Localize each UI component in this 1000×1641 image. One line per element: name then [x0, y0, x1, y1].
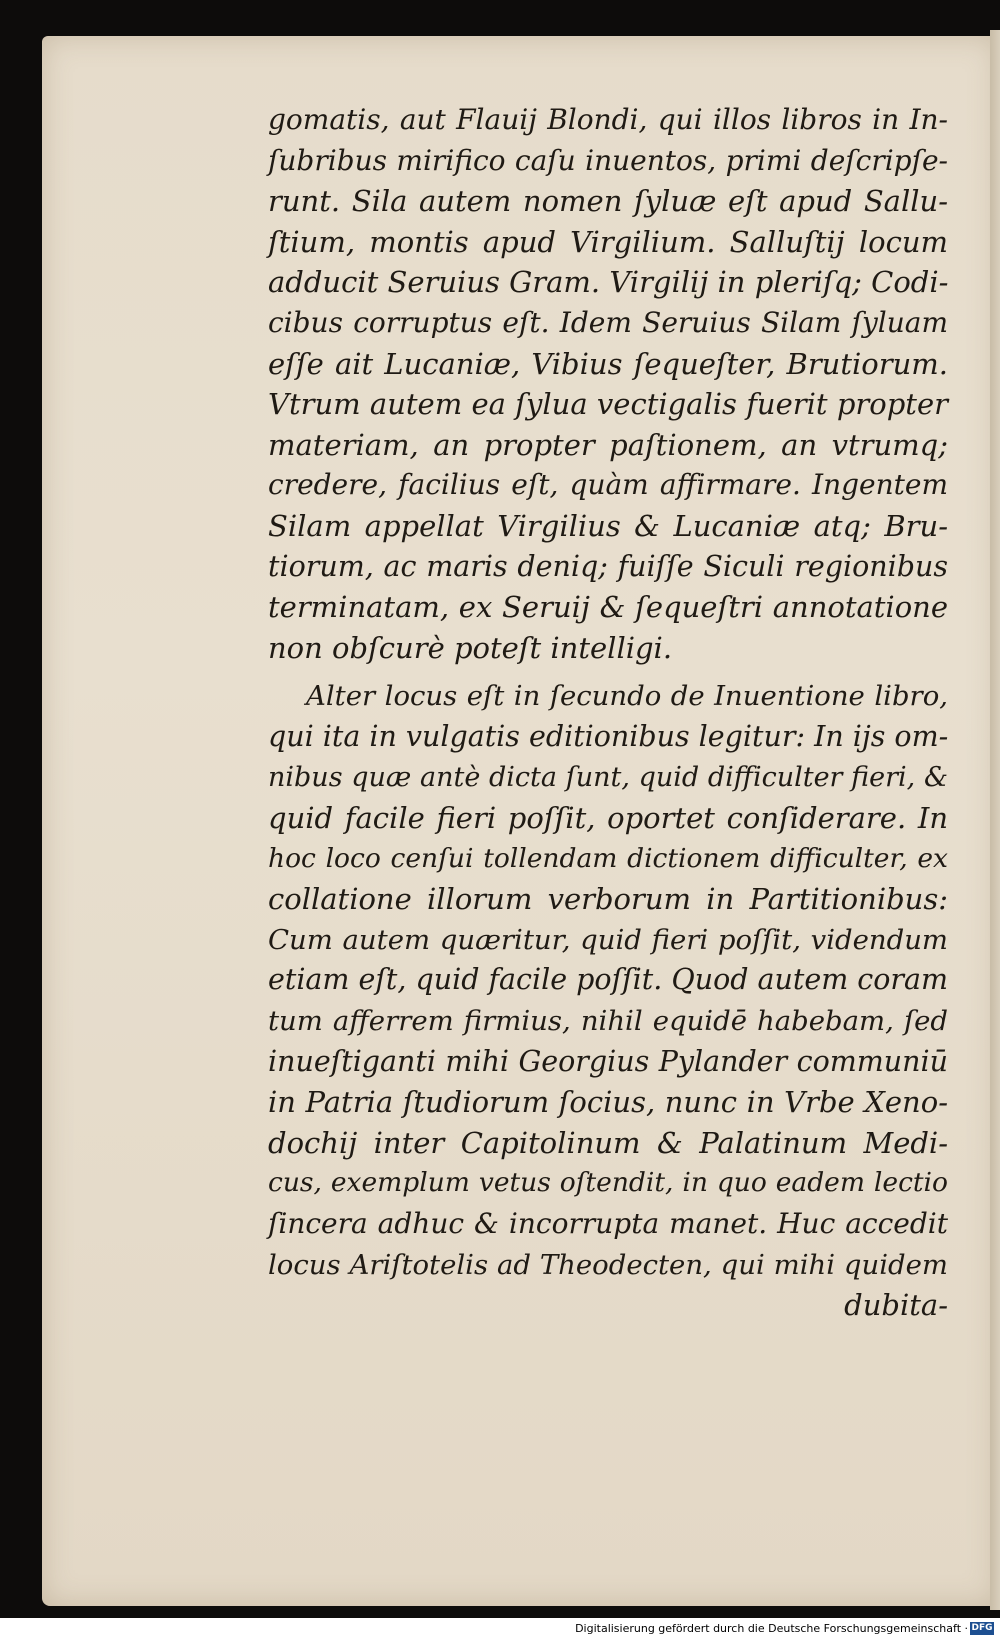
paragraph-gap [268, 668, 948, 676]
text-line: non obſcurè poteſt intelligi. [268, 630, 673, 665]
text-line: hoc loco cenſui tollendam dictionem difficulter, ex [268, 842, 948, 874]
text-line: tiorum, ac maris deniq; fuiſſe Siculi regionibus [268, 549, 948, 583]
text-line: quid facile fieri poſſit, oportet conſiderare. In [268, 801, 948, 836]
text-line: nibus quæ antè dicta ſunt, quid difficulter fieri, & [268, 761, 948, 793]
text-line: terminatam, ex Seruij & ſequeſtri annotatione [268, 590, 948, 625]
text-line: adducit Seruius Gram. Virgilij in pleriſq; Codi- [268, 265, 949, 300]
text-line: Silam appellat Virgilius & Lucaniæ atq; Bru- [268, 508, 948, 543]
text-line: Vtrum autem ea ſylua vectigalis fuerit propter [268, 387, 948, 422]
text-line: dochij inter Capitolinum & Palatinum Medi- [268, 1125, 948, 1160]
text-line: cibus corruptus eſt. Idem Seruius Silam ſyluam [268, 305, 948, 339]
text-line: inueſtiganti mihi Georgius Pylander communiū [268, 1044, 948, 1078]
text-line: materiam, an propter paſtionem, an vtrumq; [268, 427, 948, 462]
text-line: eſſe ait Lucaniæ, Vibius ſequeſter, Brutiorum. [268, 346, 948, 381]
text-line: ſincera adhuc & incorrupta manet. Huc accedit [268, 1207, 948, 1241]
paragraph-first-line: Alter locus eſt in ſecundo de Inuentione libro, [306, 680, 948, 713]
text-line: collatione illorum verborum in Partitionibus: [268, 882, 948, 917]
footer-bar [0, 1618, 1000, 1641]
text-line: in Patria ſtudiorum ſocius, nunc in Vrbe Xeno- [268, 1085, 948, 1120]
text-line: tum afferrem firmius, nihil equidē habebam, ſed [268, 1005, 948, 1038]
text-line: runt. Sila autem nomen ſyluæ eſt apud Sallu- [268, 184, 948, 219]
text-line: gomatis, aut Flauij Blondi, qui illos libros in In- [268, 103, 948, 136]
text-line: qui ita in vulgatis editionibus legitur: In ijs om- [268, 719, 949, 753]
dfg-logo-icon: DFG [971, 1623, 993, 1633]
text-line: cus, exemplum vetus oſtendit, in quo eadem lectio [268, 1167, 948, 1199]
text-line: etiam eſt, quid facile poſſit. Quod autem coram [268, 963, 949, 997]
text-line: locus Ariſtotelis ad Theodecten, qui mihi quidem [268, 1248, 948, 1281]
text-line: credere, facilius eſt, quàm affirmare. Ingentem [268, 468, 948, 502]
text-line: ſtium, montis apud Virgilium. Salluſtij locum [268, 224, 948, 259]
text-line: ſubribus mirifico caſu inuentos, primi deſcripſe- [268, 143, 948, 177]
page-edge [990, 30, 1000, 1610]
footer-credit: Digitalisierung gefördert durch die Deutsche Forschungsgemeinschaft · [575, 1622, 968, 1635]
page-text [268, 100, 948, 1326]
text-line: Cum autem quæritur, quid fieri poſſit, videndum [268, 923, 948, 956]
catchword: dubita- [844, 1288, 948, 1323]
